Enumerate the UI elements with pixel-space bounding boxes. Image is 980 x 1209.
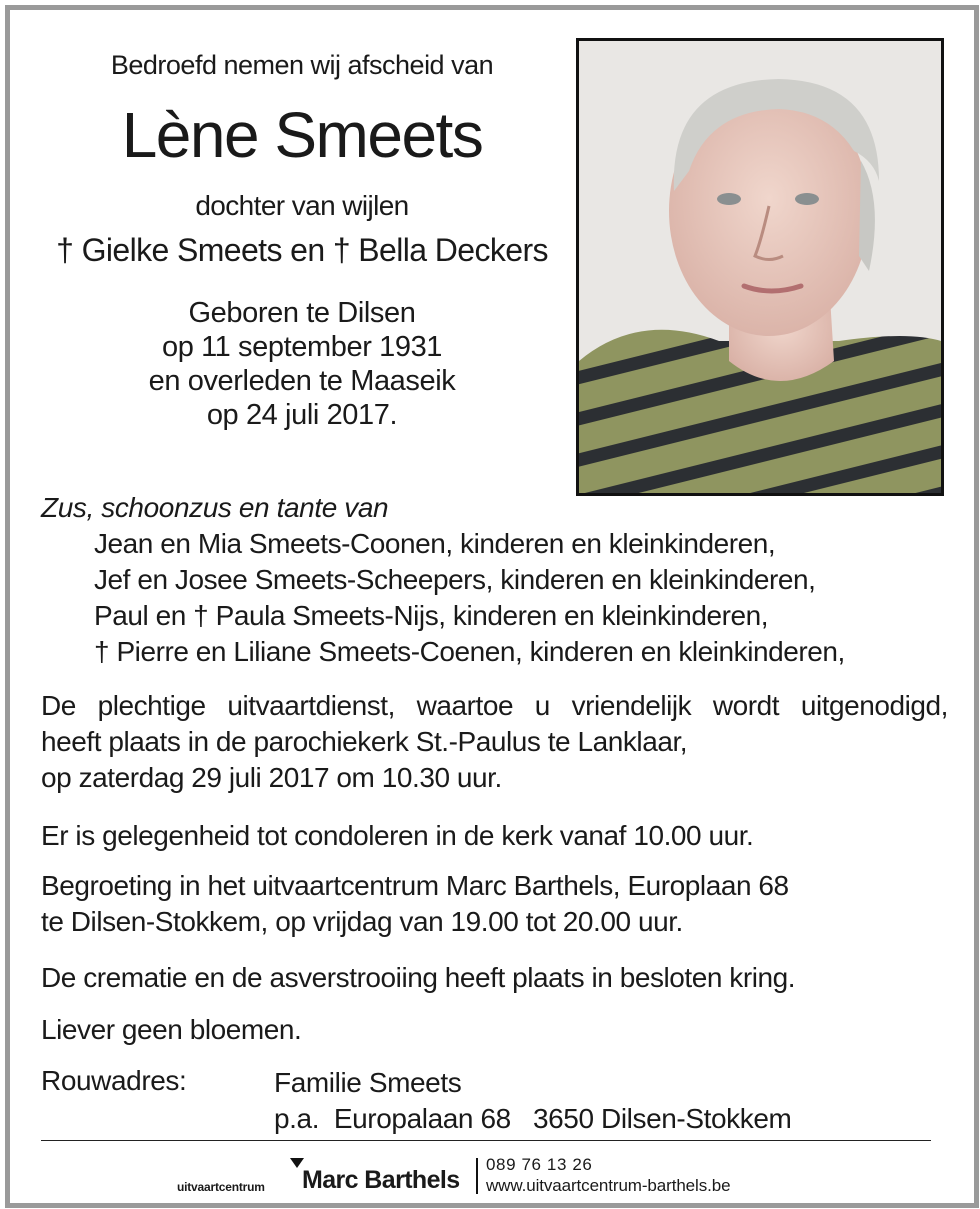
website-link[interactable]: www.uitvaartcentrum-barthels.be [486, 1176, 731, 1195]
footer-separator [476, 1158, 478, 1194]
birth-death-info [42, 296, 562, 432]
flowers-note: Liever geen bloemen. [41, 1014, 302, 1045]
service-line: heeft plaats in de parochiekerk St.-Paulus te Lanklaar, [41, 726, 688, 757]
birth-line: op 24 juli 2017. [206, 399, 398, 431]
portrait-illustration [579, 41, 941, 493]
address-name: Familie Smeets [274, 1067, 462, 1098]
deceased-name: Lène Smeets [121, 99, 483, 171]
greeting-line: te Dilsen-Stokkem, op vrijdag van 19.00 tot 20.00 uur. [41, 906, 683, 937]
funeral-home-brand: Marc Barthels [302, 1166, 460, 1194]
daughter-of-text: dochter van wijlen [195, 190, 409, 221]
relative-line: Jef en Josee Smeets-Scheepers, kinderen en kleinkinderen, [94, 564, 816, 595]
birth-line: op 11 september 1931 [161, 331, 443, 363]
intro-text: Bedroefd nemen wij afscheid van [110, 50, 494, 80]
cremation-info: De crematie en de asverstrooiing heeft plaats in besloten kring. [41, 962, 796, 993]
portrait-photo [576, 38, 944, 496]
condolence-info: Er is gelegenheid tot condoleren in de kerk vanaf 10.00 uur. [41, 820, 754, 851]
service-line: De plechtige uitvaartdienst, waartoe u vriendelijk wordt uitgenodigd, [41, 690, 948, 721]
phone-number: 089 76 13 26 [486, 1155, 593, 1174]
service-line: op zaterdag 29 juli 2017 om 10.30 uur. [41, 762, 502, 793]
address-street: p.a. Europalaan 68 3650 Dilsen-Stokkem [274, 1103, 792, 1134]
family-title: Zus, schoonzus en tante van [41, 492, 389, 523]
mourning-address [274, 1065, 791, 1137]
relative-line: † Pierre en Liliane Smeets-Coenen, kinderen en kleinkinderen, [94, 636, 845, 667]
birth-line: en overleden te Maaseik [148, 365, 456, 397]
address-label: Rouwadres: [41, 1065, 187, 1096]
greeting-line: Begroeting in het uitvaartcentrum Marc Barthels, Europlaan 68 [41, 870, 789, 901]
obituary-card [5, 5, 979, 1208]
relative-line: Jean en Mia Smeets-Coonen, kinderen en kleinkinderen, [94, 528, 776, 559]
service-info [41, 688, 948, 796]
funeral-home-label: uitvaartcentrum [177, 1180, 265, 1194]
birth-line: Geboren te Dilsen [188, 297, 416, 329]
greeting-info [41, 868, 789, 940]
relative-line: Paul en † Paula Smeets-Nijs, kinderen en kleinkinderen, [94, 600, 769, 631]
parents-names: † Gielke Smeets en † Bella Deckers [56, 232, 548, 268]
relatives-list [94, 526, 845, 670]
footer-divider [41, 1140, 931, 1141]
